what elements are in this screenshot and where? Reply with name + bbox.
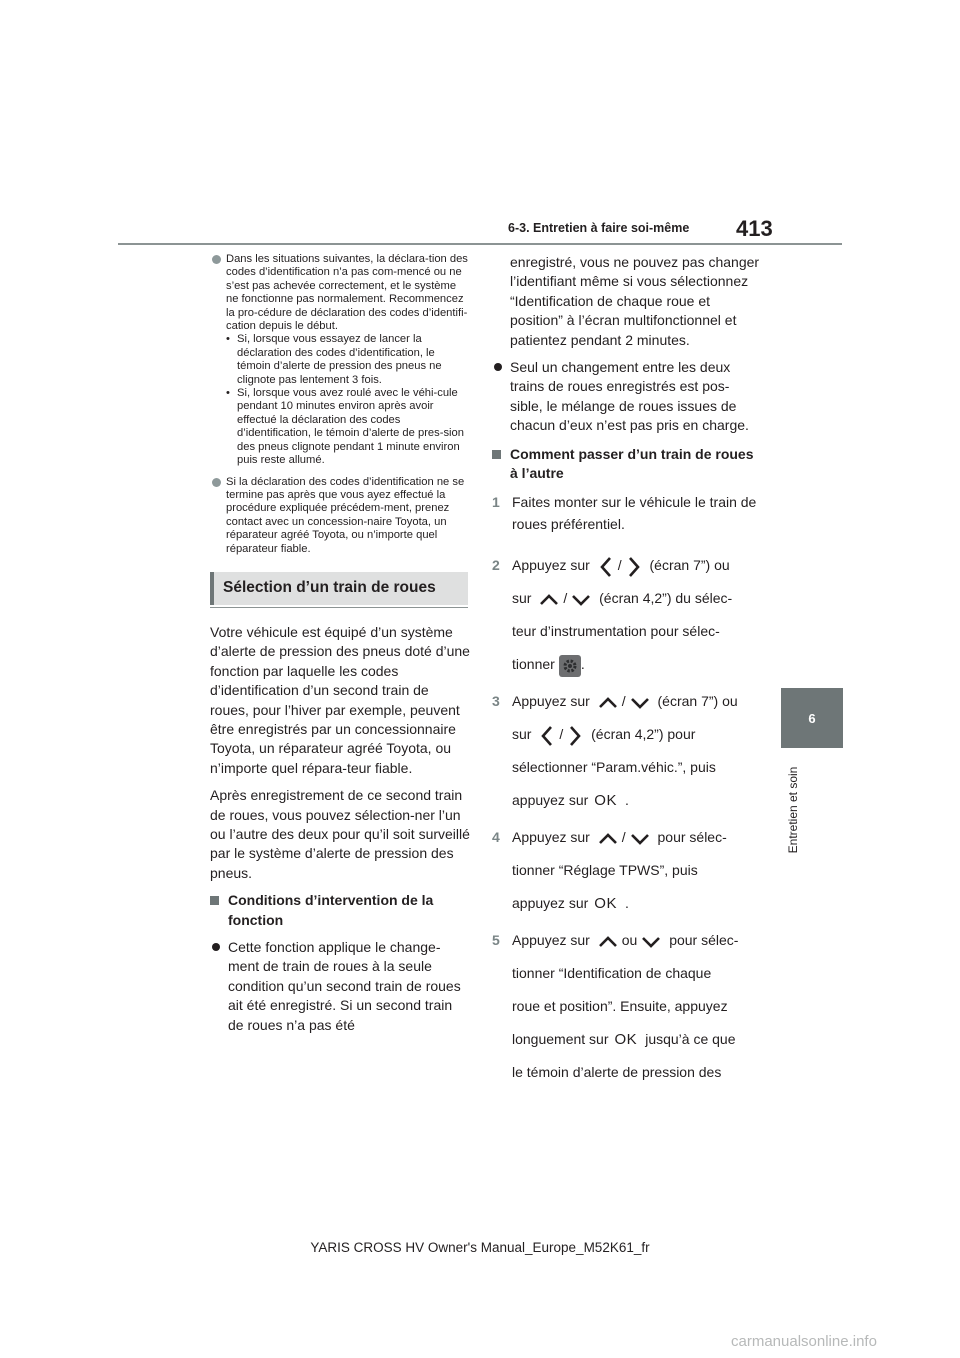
page-footer: YARIS CROSS HV Owner's Manual_Europe_M52K61_fr	[310, 1240, 650, 1255]
chevron-right-icon	[626, 556, 642, 578]
chapter-vertical-label: Entretien et soin	[786, 766, 800, 854]
chevron-left-icon	[598, 556, 614, 578]
subheading: Conditions d’intervention de la fonction	[210, 891, 470, 930]
chevron-up-icon	[598, 935, 618, 949]
note-dot-icon	[212, 255, 221, 264]
ok-button-icon: OK	[614, 1031, 638, 1049]
chevron-up-icon	[539, 593, 559, 607]
header-rule	[118, 243, 842, 245]
continued-text: enregistré, vous ne pouvez pas changer l’identifiant même si vous sélectionnez “Identification de chaque roue et position” à l’écran multifonctionnel et patientez pendant 2 minutes.	[510, 254, 760, 348]
bullet-dot-icon	[212, 943, 220, 951]
chevron-down-icon	[630, 832, 650, 846]
left-column	[210, 253, 470, 1044]
section-heading	[210, 572, 468, 605]
paragraph: Votre véhicule est équipé d’un système d’alerte de pression des pneus doté d’une fonction par laquelle les codes d’identification d’un second train de roues, pour l’hiver par exemple, peuvent être enregistrés par un concessionnaire Toyota, un réparateur agréé Toyota, ou n’importe quel répara-teur fiable.	[210, 623, 470, 776]
heading-bar	[210, 572, 214, 605]
ok-button-icon: OK	[594, 895, 617, 913]
watermark: carmanualsonline.info	[731, 1333, 877, 1350]
chevron-down-icon	[641, 935, 661, 949]
square-bullet-icon	[492, 450, 501, 459]
note-sub-item: • Si, lorsque vous avez roulé avec le véhi-cule pendant 10 minutes environ après avoir effectué la déclaration des codes d’identification, le témoin d’alerte de pres-sion des pneus clignote pendant 1 minute environ puis reste allumé.	[226, 387, 470, 467]
bullet-dot-icon	[494, 363, 502, 371]
step-3: 3 Appuyez sur / (écran 7”) ou sur / (écran 4,2”) pour sélectionner “Param.véhic.”, puis appuyez sur OK .	[492, 693, 738, 810]
step-5: 5 Appuyez sur ou pour sélec- tionner “Identification de chaque roue et position”. Ensuite, appuyez longuement sur OK jusqu’à ce que le témoin d’alerte de pression des	[492, 932, 739, 1081]
bullet-item: Seul un changement entre les deux trains de roues enregistrés est pos-sible, le mélange de roues issues de chacun d’eux n’est pas pris en charge.	[492, 358, 760, 436]
subheading: Comment passer d’un train de roues à l’autre	[492, 445, 760, 484]
chevron-right-icon	[567, 725, 583, 747]
note-2: Si la déclaration des codes d’identification ne se termine pas après que vous ayez effectué la procédure expliquée précédem-ment, prenez contact avec un concession-naire Toyota, un réparateur agréé Toyota, ou n’importe quel réparateur fiable.	[210, 476, 470, 556]
step-1: 1 Faites monter sur le véhicule le train de roues préférentiel.	[492, 494, 757, 533]
chevron-down-icon	[630, 696, 650, 710]
note-sub-item: • Si, lorsque vous essayez de lancer la déclaration des codes d’identification, le témoin d’alerte de pression des pneus ne clignote pas lentement 3 fois.	[226, 333, 470, 387]
square-bullet-icon	[210, 896, 219, 905]
bullet-item: Cette fonction applique le change-ment de train de roues à la seule condition qu’un second train de roues ait été enregistré. Si un second train de roues n’a pas été	[210, 938, 470, 1035]
chevron-down-icon	[571, 593, 591, 607]
paragraph: Après enregistrement de ce second train de roues, vous pouvez sélection-ner l’un ou l’autre des deux pour qu’il soit surveillé par le système d’alerte de pression des pneus.	[210, 787, 470, 881]
step-2: 2 Appuyez sur / (écran 7”) ou sur / (écran 4,2”) du sélec- teur d’instrumentation pour sélec- tionner .	[492, 549, 760, 681]
gear-icon	[559, 655, 581, 677]
note-1: Dans les situations suivantes, la déclara-tion des codes d’identification n’a pas com-mencé ou ne s’est pas achevée correctement, et le système ne fonctionne pas normalement. Recommencez la pro-cédure de déclaration des codes d’identifi-cation depuis le début. • Si, lorsque vous essayez de lancer la déclaration des codes d’identification, le témoin d’alerte de pression des pneus ne clignote pas lentement 3 fois. • Si, lorsque vous avez roulé avec le véhi-cule pendant 10 minutes environ après avoir effectué la déclaration des codes d’identification, le témoin d’alerte de pres-sion des pneus clignote pendant 1 minute environ puis reste allumé.	[210, 253, 470, 468]
ok-button-icon: OK	[594, 792, 617, 810]
chapter-tab[interactable]: 6	[781, 688, 843, 748]
chevron-up-icon	[598, 832, 618, 846]
section-heading-text: Sélection d’un train de roues	[223, 578, 436, 596]
chevron-up-icon	[598, 696, 618, 710]
section-label: 6-3. Entretien à faire soi-même	[508, 221, 690, 235]
note-dot-icon	[212, 478, 221, 487]
page-number: 413	[736, 216, 773, 241]
right-column	[492, 253, 760, 1093]
step-4: 4 Appuyez sur / pour sélec- tionner “Réglage TPWS”, puis appuyez sur OK .	[492, 829, 727, 913]
chevron-left-icon	[539, 725, 555, 747]
